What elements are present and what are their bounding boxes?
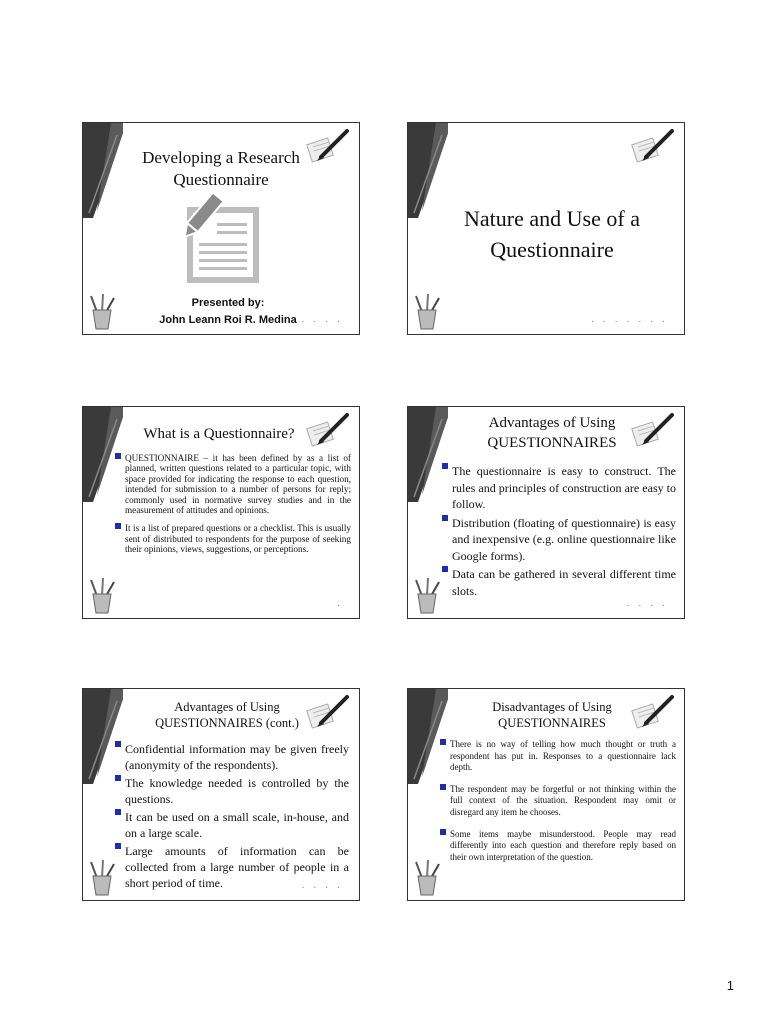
slide-5 xyxy=(82,688,360,901)
term: QUESTIONNAIRE xyxy=(125,453,200,463)
pencil-cup-icon xyxy=(87,294,117,330)
slide-1 xyxy=(82,122,360,335)
list-item: Data can be gathered in several different time slots. xyxy=(442,566,676,599)
slide-dots: .... xyxy=(301,881,349,891)
slide-title-line1: Disadvantages of Using xyxy=(492,700,612,714)
slide-title xyxy=(454,699,650,731)
slide-title-line2: QUESTIONNAIRES (cont.) xyxy=(155,716,299,730)
pencil-cup-icon xyxy=(87,578,117,614)
slide-title-line2: QUESTIONNAIRES xyxy=(487,435,617,451)
pencil-cup-icon xyxy=(412,294,442,330)
list-item: The knowledge needed is controlled by the questions. xyxy=(115,775,349,807)
page-number: 1 xyxy=(726,978,734,993)
slide-dots: .... xyxy=(301,315,349,325)
bullet-list xyxy=(440,739,676,863)
pencil-cup-icon xyxy=(87,860,117,896)
slide-4 xyxy=(407,406,685,619)
book-icon xyxy=(83,123,123,218)
bullet-list xyxy=(115,741,349,891)
slide-title-line1: Advantages of Using xyxy=(488,415,616,431)
slide-title: Developing a Research Questionnaire xyxy=(142,148,300,189)
document-pencil-icon xyxy=(173,191,269,287)
list-item: The respondent may be forgetful or not thinking within the full context of the situation. Respondent may omit or disregard any item he chooses. xyxy=(440,784,676,819)
slide-6 xyxy=(407,688,685,901)
list-item: There is no way of telling how much thought or truth a respondent has put in. Responses to a questionnaire lack depth. xyxy=(440,739,676,774)
pen-icon xyxy=(303,127,351,165)
slide-dots: ....... xyxy=(590,315,674,325)
slide-title: What is a Questionnaire? xyxy=(143,426,295,442)
presenter-name: John Leann Roi R. Medina xyxy=(159,314,297,326)
bullet-list xyxy=(115,453,351,555)
pencil-cup-icon xyxy=(412,578,442,614)
list-item: The questionnaire is easy to construct. The rules and principles of construction are easy to follow. xyxy=(442,463,676,513)
list-item: It can be used on a small scale, in-house, and on a large scale. xyxy=(115,809,349,841)
slide-dots: . xyxy=(337,599,349,609)
slide-2 xyxy=(407,122,685,335)
slide-3 xyxy=(82,406,360,619)
slide-title xyxy=(129,699,325,731)
list-item xyxy=(115,523,351,554)
bullet-list xyxy=(442,463,676,599)
pencil-cup-icon xyxy=(412,860,442,896)
list-item-text: It is a list of prepared questions or a checklist. This is usually sent of distributed to respondents for the purpose of seeking their opinions, views, suggestions, or perceptions. xyxy=(125,523,351,555)
slide-dots: .... xyxy=(626,599,674,609)
book-icon xyxy=(408,123,448,218)
list-item: Distribution (floating of questionnaire) is easy and inexpensive (e.g. online questionnaire like Google forms). xyxy=(442,515,676,565)
slide-title: Nature and Use of a Questionnaire xyxy=(464,206,640,262)
list-item: Confidential information may be given freely (anonymity of the respondents). xyxy=(115,741,349,773)
slide-title xyxy=(454,413,650,453)
list-item: Large amounts of information can be collected from a large number of people in a short period of time. xyxy=(115,843,349,891)
pen-icon xyxy=(303,411,351,449)
pen-icon xyxy=(628,127,676,165)
slide-title-line2: QUESTIONNAIRES xyxy=(498,716,606,730)
presented-by-label: Presented by: xyxy=(191,297,265,309)
list-item: Some items maybe misunderstood. People may read differently into each question and therefore reply based on their own interpretation of the question. xyxy=(440,829,676,864)
definition: – it has been defined by as a list of planned, written questions related to a particular topic, with space provided for indicating the response to each question, intended for submission to a number of persons for reply; commonly used in normative survey studies and in the measurement of attitudes and opinions. xyxy=(125,453,351,516)
list-item xyxy=(115,453,351,515)
slide-title-line1: Advantages of Using xyxy=(174,700,280,714)
